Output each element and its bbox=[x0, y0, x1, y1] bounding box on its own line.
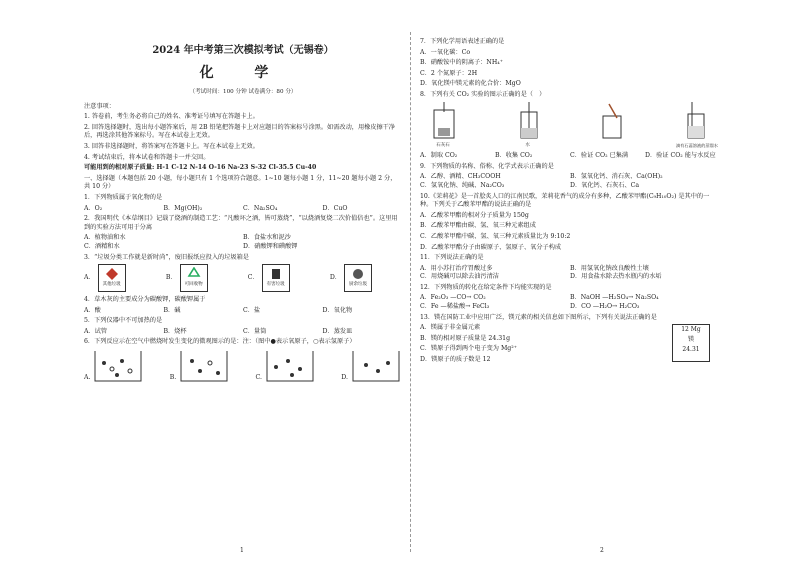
option[interactable]: D．镁原子的质子数是 12 bbox=[420, 356, 491, 364]
option-beaker-d[interactable]: D. bbox=[341, 349, 402, 383]
bottle-icon bbox=[505, 102, 551, 142]
option[interactable]: A．植物油和水 bbox=[84, 234, 126, 242]
option[interactable]: D．氧化物 bbox=[322, 306, 353, 314]
recycle-bin-options bbox=[84, 264, 402, 292]
kitchen-waste-icon: 厨余垃圾 bbox=[344, 264, 372, 292]
question-stem: 2．我国明代《本草纲目》记载了烧酒的制造工艺：“凡酸坏之酒，皆可蒸烧”，“以烧酒复烧二次价值倍也”。这里用到的实验方法可用于分离 bbox=[84, 215, 398, 231]
option-beaker-a[interactable]: A. bbox=[84, 349, 144, 383]
question-stem: 8．下列有关 CO₂ 实验的图示正确的是（ ） bbox=[420, 90, 546, 98]
option[interactable]: A．乙醇、酒精、CH₃COOH bbox=[420, 173, 501, 181]
option[interactable]: D．验证 CO₂ 能与水反应 bbox=[645, 152, 716, 160]
apparatus-d: 滴有石蕊溶液的蒸馏水 bbox=[674, 102, 720, 151]
option[interactable]: B．用氢氧化钠改良酸性土壤 bbox=[570, 264, 649, 272]
notice-title: 注意事项： bbox=[84, 102, 115, 110]
subject-title: 化 学 bbox=[199, 65, 287, 81]
left-column bbox=[84, 38, 402, 385]
column-separator bbox=[410, 32, 411, 552]
option[interactable]: A．Fe₂O₃ —CO→ CO₂ bbox=[420, 294, 486, 302]
question-options bbox=[84, 328, 402, 337]
notice-item: 3. 回答非选择题时，将答案写在答题卡上。写在本试卷上无效。 bbox=[84, 142, 259, 150]
option[interactable]: D．氧化钙、石灰石、Ca bbox=[570, 181, 640, 189]
option[interactable]: D．硝酸钾和碘酸钾 bbox=[243, 242, 298, 250]
question-options bbox=[84, 205, 402, 214]
page-number: 1 bbox=[240, 547, 244, 554]
question-stem: 6．下列反应示在空气中燃烧时发生变化的微观图示的是：注：（图中●表示氧原子，○表示氢原子） bbox=[84, 338, 356, 346]
q13-block bbox=[420, 324, 720, 368]
option-kitchen-waste[interactable]: D． 厨余垃圾 bbox=[330, 264, 372, 292]
exam-meta: （考试时间：100 分钟 试卷满分：80 分） bbox=[189, 89, 297, 95]
option[interactable]: D．用食盐水除去热水瓶内的水垢 bbox=[570, 273, 662, 281]
question-stem: 1．下列物质属于氧化物的是 bbox=[84, 193, 163, 201]
jar-icon bbox=[589, 102, 635, 142]
element-card: 12 Mg 镁 24.31 bbox=[672, 324, 710, 362]
option[interactable]: B．Mg(OH)₂ bbox=[163, 204, 203, 212]
option-other-waste[interactable]: A． 其他垃圾 bbox=[84, 264, 126, 292]
option[interactable]: B．乙酸苯甲酯由碳、氢、氧三种元素组成 bbox=[420, 222, 536, 230]
apparatus-c bbox=[589, 102, 635, 151]
apparatus-a: 石灰石 bbox=[420, 102, 466, 151]
option[interactable]: A．O₂ bbox=[84, 204, 103, 212]
question-stem: 11．下列说法正确的是 bbox=[420, 254, 484, 262]
recycle-icon: 可回收物 bbox=[180, 264, 208, 292]
option[interactable]: D．CuO bbox=[322, 204, 348, 212]
option[interactable]: C．乙酸苯甲酯中碳、氢、氧三种元素质量比为 9:10:2 bbox=[420, 232, 571, 240]
option[interactable]: C．用烧碱可以除去油污清洁 bbox=[420, 273, 499, 281]
right-column bbox=[420, 38, 720, 368]
question-stem: 13．镁在国防工业中应用广泛，镁元素的相关信息如下图所示，下列有关说法正确的是 bbox=[420, 313, 657, 321]
option[interactable]: B．镁的相对原子质量是 24.31g bbox=[420, 334, 511, 342]
page-number: 2 bbox=[600, 547, 604, 554]
option[interactable]: C．Na₂SO₄ bbox=[243, 204, 278, 212]
option-recyclable[interactable]: B． 可回收物 bbox=[166, 264, 208, 292]
option[interactable]: D．CO —H₂O→ H₂CO₃ bbox=[570, 303, 640, 311]
option[interactable]: B．硝酸铵中的阴离子：NH₄⁺ bbox=[420, 59, 503, 67]
other-waste-icon: 其他垃圾 bbox=[98, 264, 126, 292]
option[interactable]: C．量筒 bbox=[243, 327, 267, 335]
question-stem: 4．草木灰的主要成分为碳酸钾，碳酸钾属于 bbox=[84, 296, 206, 304]
option[interactable]: C．盐 bbox=[243, 306, 261, 314]
question-options bbox=[84, 234, 402, 251]
atomic-mass-line: 可能用到的相对原子质量: H-1 C-12 N-14 O-16 Na-23 S-32 Cl-35.5 Cu-40 bbox=[84, 164, 317, 172]
question-stem: 9．下列物质的名称、俗称、化学式表示正确的是 bbox=[420, 162, 554, 170]
question-stem: 10.《茉莉花》是一首脍炙人口的江南民歌，茉莉花香气的成分有多种，乙酸苯甲酯(C₉H₁₀O₂) 是其中的一种。下列关于乙酸苯甲酯的说法正确的是 bbox=[420, 192, 710, 209]
bottle-icon bbox=[674, 102, 720, 142]
section-heading: 一、选择题（本题包括 20 小题，每小题只有 1 个选项符合题意。1~10 题每小题 1 分，11~20 题每小题 2 分，共 10 分） bbox=[84, 174, 397, 191]
option[interactable]: B．NaOH —H₂SO₄→ Na₂SO₄ bbox=[570, 294, 659, 302]
option[interactable]: B．食盐水和泥沙 bbox=[243, 234, 291, 242]
option[interactable]: C．酒精和水 bbox=[84, 242, 120, 250]
option[interactable]: B．烧杯 bbox=[163, 327, 187, 335]
apparatus-row bbox=[420, 102, 720, 151]
notice-item: 4. 考试结束后，将本试卷和答题卡一并交回。 bbox=[84, 153, 210, 161]
option[interactable]: B．收集 CO₂ bbox=[495, 152, 533, 160]
option[interactable]: C．Fe —稀盐酸→ FeCl₃ bbox=[420, 303, 490, 311]
question-options bbox=[420, 294, 720, 311]
option[interactable]: D．氧化镁中镁元素的化合价：MgO bbox=[420, 80, 521, 88]
beaker-options bbox=[84, 349, 402, 383]
question-options bbox=[420, 152, 720, 161]
option-beaker-c[interactable]: C. bbox=[256, 349, 316, 383]
option-hazardous[interactable]: C． 有害垃圾 bbox=[248, 264, 290, 292]
option[interactable]: A．一氧化碳：Co bbox=[420, 48, 471, 56]
beaker-icon bbox=[350, 349, 402, 383]
notice-item: 2. 回答选择题时，选出每小题答案后，用 2B 铅笔把答题卡上对应题目的答案标号涂黑。如需改动，用橡皮擦干净后，再选涂其他答案标号。写在本试卷上无效。 bbox=[84, 123, 396, 140]
beaker-icon bbox=[92, 349, 144, 383]
question-options bbox=[420, 265, 720, 282]
flask-icon bbox=[420, 102, 466, 142]
option[interactable]: A．酸 bbox=[84, 306, 101, 314]
exam-title: 2024 年中考第三次模拟考试（无锡卷） bbox=[152, 45, 334, 56]
question-stem: 7．下列化学用语表述正确的是 bbox=[420, 38, 505, 45]
option[interactable]: A．用小苏打治疗胃酸过多 bbox=[420, 264, 493, 272]
question-options bbox=[84, 307, 402, 316]
option[interactable]: C．2 个氮原子：2H bbox=[420, 69, 478, 77]
option[interactable]: D．乙酸苯甲酯分子由碳原子、氢原子、氧分子构成 bbox=[420, 243, 562, 251]
question-options bbox=[420, 173, 720, 190]
option-beaker-b[interactable]: B. bbox=[170, 349, 231, 383]
notice-item: 1. 答卷前，考生务必将自己的姓名、准考证号填写在答题卡上。 bbox=[84, 113, 259, 121]
option[interactable]: C．镁原子得到两个电子变为 Mg²⁺ bbox=[420, 345, 517, 353]
question-stem: 3．“垃圾分类工作就是新时尚”，废旧报纸应投入的垃圾箱是 bbox=[84, 253, 249, 261]
option[interactable]: B．氢氧化钙、消石灰、Ca(OH)₂ bbox=[570, 173, 663, 181]
option[interactable]: A．乙酸苯甲酯的相对分子质量为 150g bbox=[420, 211, 529, 219]
option[interactable]: D．蒸发皿 bbox=[322, 327, 353, 335]
hazardous-icon: 有害垃圾 bbox=[262, 264, 290, 292]
option[interactable]: C．氢氧化钠、纯碱、Na₂CO₃ bbox=[420, 181, 505, 189]
option[interactable]: A．制取 CO₂ bbox=[420, 152, 458, 160]
apparatus-b: 水 bbox=[505, 102, 551, 151]
option[interactable]: C．验证 CO₂ 已集满 bbox=[570, 152, 629, 160]
option[interactable]: A．镁属于非金属元素 bbox=[420, 324, 481, 332]
option[interactable]: B．碱 bbox=[163, 306, 181, 314]
beaker-icon bbox=[178, 349, 230, 383]
beaker-icon bbox=[264, 349, 316, 383]
question-stem: 5．下列仪器中不可加热的是 bbox=[84, 317, 163, 325]
question-stem: 12．下列物质的转化在给定条件下均能实现的是 bbox=[420, 283, 552, 291]
option[interactable]: A．试管 bbox=[84, 327, 108, 335]
